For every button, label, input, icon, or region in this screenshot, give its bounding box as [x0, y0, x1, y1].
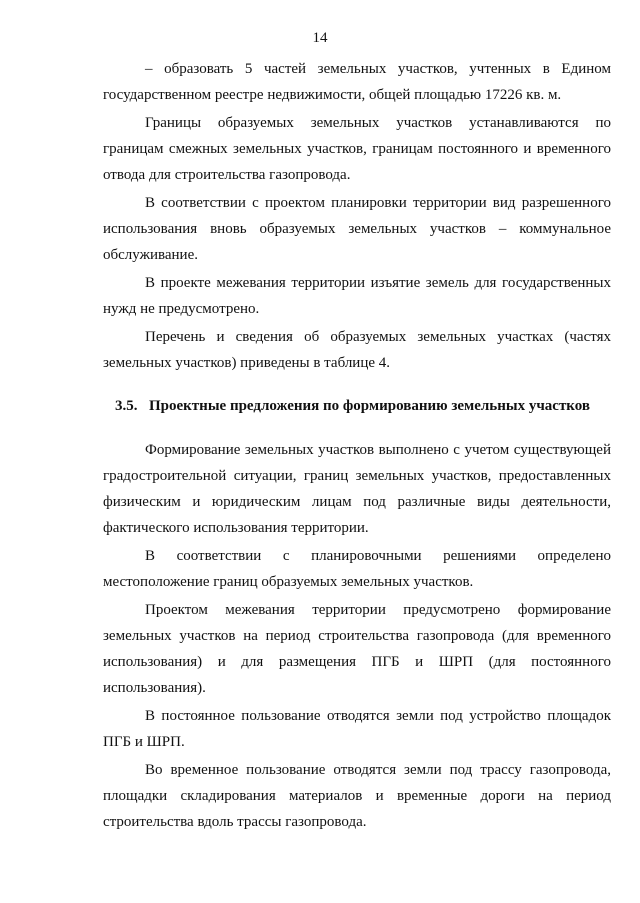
page-number: 14: [312, 30, 328, 46]
text-line: использования) и для размещения ПГБ и ШРП (для постоянного: [103, 654, 611, 670]
paragraph: [103, 110, 611, 188]
text-line: физическим и юридическим лицам под различные виды деятельности,: [103, 494, 611, 510]
paragraph: [103, 324, 611, 376]
section-number: 3.5.: [115, 398, 138, 414]
text-line: Перечень и сведения об образуемых земельных участках (частях: [145, 329, 611, 345]
text-line: Во временное пользование отводятся земли под трассу газопровода,: [145, 762, 611, 778]
text-line: В соответствии с проектом планировки территории вид разрешенного: [145, 195, 611, 211]
document-body: [103, 56, 611, 837]
text-line: фактического использования территории.: [103, 520, 369, 536]
text-line: Границы образуемых земельных участков устанавливаются по: [145, 115, 611, 131]
text-line: строительства вдоль трассы газопровода.: [103, 814, 367, 830]
text-line: обслуживание.: [103, 247, 198, 263]
paragraph: [103, 270, 611, 322]
text-line: – образовать 5 частей земельных участков, учтенных в Едином: [145, 61, 611, 77]
text-line: В проекте межевания территории изъятие земель для государственных: [145, 275, 611, 291]
paragraph: [103, 703, 611, 755]
top-paragraphs: [103, 56, 611, 376]
text-line: Проектом межевания территории предусмотрено формирование: [145, 602, 611, 618]
text-line: нужд не предусмотрено.: [103, 301, 260, 317]
text-line: В постоянное пользование отводятся земли под устройство площадок: [145, 708, 611, 724]
text-line: местоположение границ образуемых земельных участков.: [103, 574, 474, 590]
paragraph: [103, 597, 611, 701]
text-line: отвода для строительства газопровода.: [103, 167, 351, 183]
text-line: земельных участков) приведены в таблице 4.: [103, 355, 391, 371]
text-line: Формирование земельных участков выполнено с учетом существующей: [145, 442, 611, 458]
bottom-paragraphs: [103, 437, 611, 835]
paragraph: [103, 757, 611, 835]
section-heading: [103, 396, 611, 416]
paragraph: [103, 437, 611, 541]
text-line: границам смежных земельных участков, границам постоянного и временного: [103, 141, 611, 157]
section-title: Проектные предложения по формированию земельных участков: [149, 398, 590, 414]
paragraph: [103, 543, 611, 595]
paragraph: [103, 56, 611, 108]
text-line: земельных участков на период строительства газопровода (для временного: [103, 628, 611, 644]
text-line: В соответствии с планировочными решениями определено: [145, 548, 611, 564]
text-line: площадки складирования материалов и временные дороги на период: [103, 788, 611, 804]
text-line: государственном реестре недвижимости, общей площадью 17226 кв. м.: [103, 87, 562, 103]
text-line: использования).: [103, 680, 206, 696]
text-line: градостроительной ситуации, границ земельных участков, предоставленных: [103, 468, 611, 484]
text-line: ПГБ и ШРП.: [103, 734, 185, 750]
text-line: использования вновь образуемых земельных участков – коммунальное: [103, 221, 611, 237]
paragraph: [103, 190, 611, 268]
